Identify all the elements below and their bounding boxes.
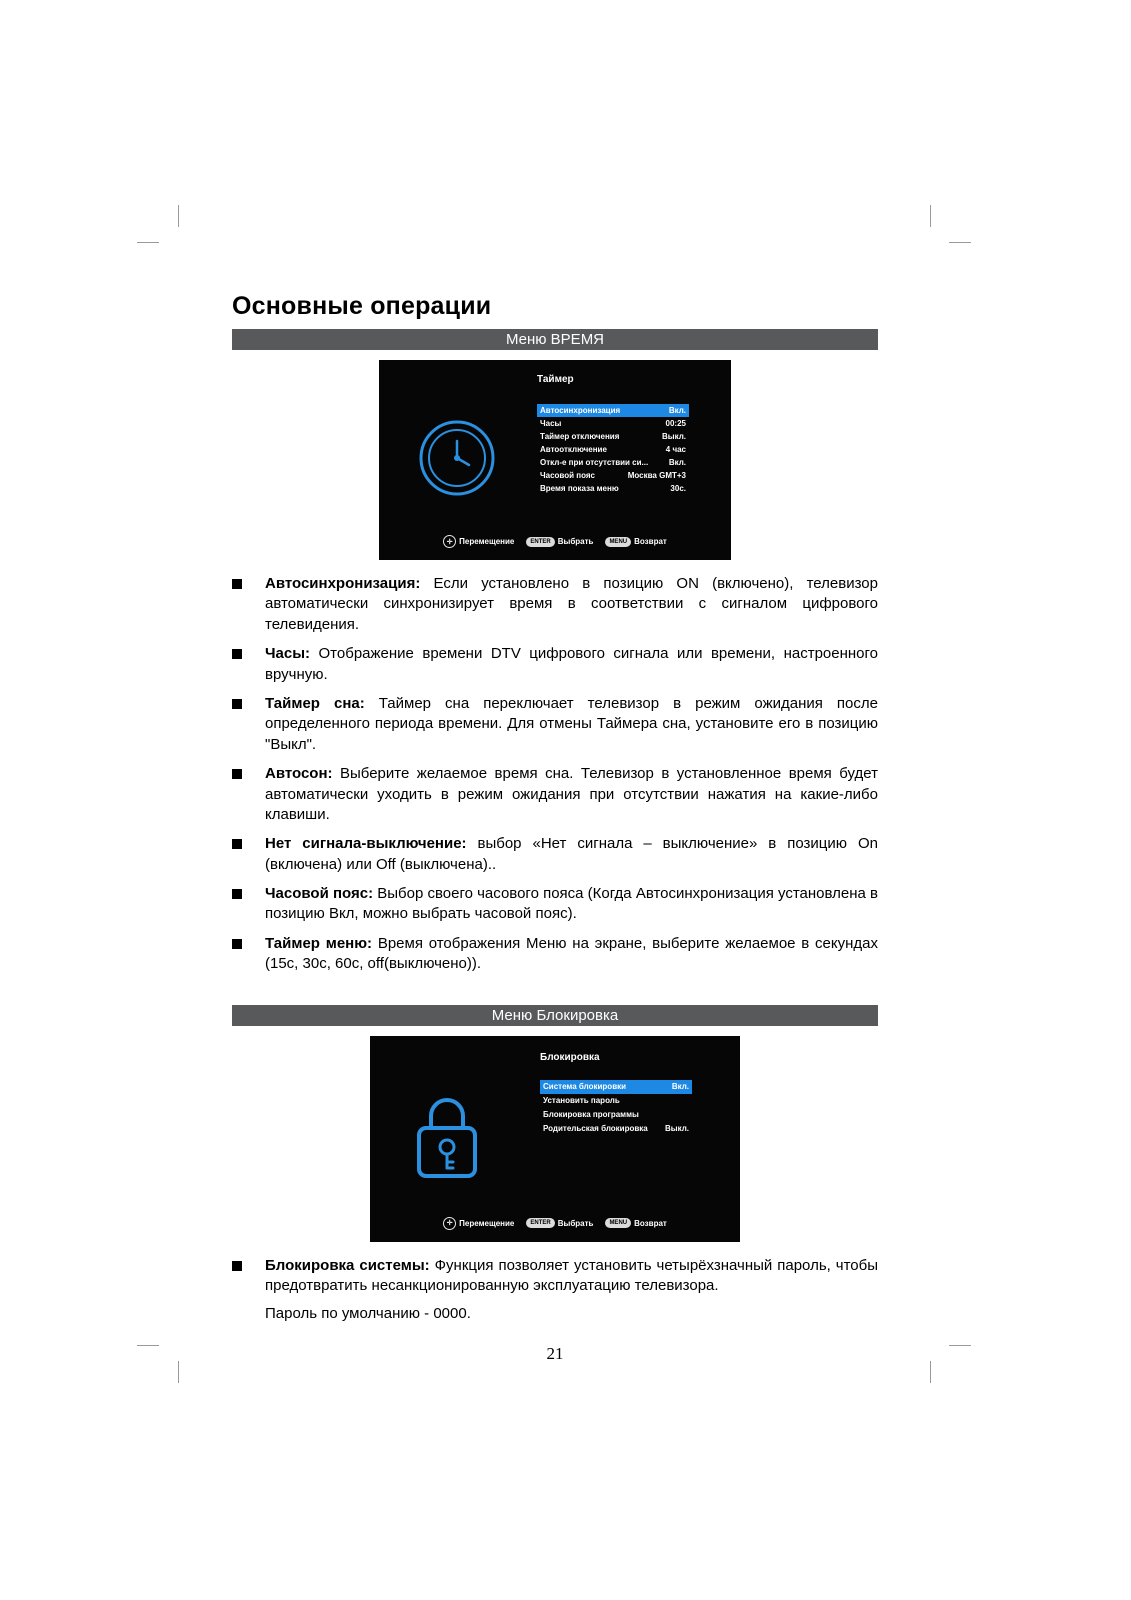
- list-item: [232, 884, 878, 925]
- bullet-term: Часы:: [265, 645, 311, 663]
- lock-bullet-list: [232, 1256, 878, 1323]
- page-number: 21: [546, 1344, 564, 1364]
- list-item: [232, 934, 878, 975]
- bullet-square-icon: [232, 939, 242, 949]
- bullet-term: Автосон:: [265, 765, 333, 783]
- list-item: [232, 764, 878, 825]
- menu-item-program-lock[interactable]: Блокировка программы: [543, 1110, 639, 1120]
- bullet-term: Нет сигнала-выключение:: [265, 835, 467, 853]
- bullet-term: Блокировка системы:: [265, 1256, 430, 1274]
- menu-item-auto-off[interactable]: Автоотключение 4 час: [540, 445, 686, 454]
- bullet-text: Выберите желаемое время сна. Телевизор в установленное время будет автоматически уходить в режим ожидания при отсутствии нажатия на какие-либо клавиши.: [265, 765, 878, 823]
- dpad-icon: ✛: [443, 535, 456, 548]
- footer-back-label: Возврат: [634, 537, 667, 546]
- footer-back: [605, 1218, 666, 1228]
- bullet-text: Если установлено в позицию ON (включено), телевизор автоматически синхронизирует время в соответствии с сигналом цифрового телевидения.: [265, 575, 878, 633]
- bullet-text: Отображение времени DTV цифрового сигнала или времени, настроенного вручную.: [265, 645, 878, 683]
- menu-item-clock[interactable]: Часы 00:25: [540, 419, 686, 428]
- menu-item-osd-duration[interactable]: Время показа меню 30с.: [540, 484, 686, 493]
- footer-back-label: Возврат: [634, 1218, 667, 1228]
- menu-key-icon: MENU: [605, 1218, 631, 1228]
- bullet-square-icon: [232, 1261, 242, 1271]
- crop-mark: [930, 205, 931, 227]
- dpad-icon: ✛: [443, 1217, 456, 1230]
- section-header-time: Меню ВРЕМЯ: [232, 329, 878, 350]
- menu-item-parental-lock[interactable]: Родительская блокировка Выкл.: [543, 1124, 689, 1134]
- crop-mark: [137, 242, 159, 243]
- bullet-square-icon: [232, 699, 242, 709]
- lock-icon: [414, 1088, 480, 1187]
- menu-key-icon: MENU: [605, 537, 631, 547]
- osd-title: Таймер: [537, 374, 574, 385]
- enter-key-icon: ENTER: [526, 537, 554, 547]
- crop-mark: [137, 1345, 159, 1346]
- bullet-square-icon: [232, 889, 242, 899]
- footer-back: [605, 537, 666, 547]
- list-item: [232, 1256, 878, 1297]
- bullet-text: Время отображения Меню на экране, выберите желаемое в секундах (15с, 30с, 60с, off(выключено)).: [265, 934, 878, 973]
- lock-osd-screen: [370, 1036, 740, 1242]
- bullet-term: Часовой пояс:: [265, 885, 374, 903]
- footer-select-label: Выбрать: [557, 1218, 594, 1228]
- menu-item-no-signal-off[interactable]: Откл-е при отсутствии си... Вкл.: [540, 458, 686, 467]
- bullet-square-icon: [232, 649, 242, 659]
- footer-select-label: Выбрать: [557, 537, 594, 546]
- bullet-square-icon: [232, 769, 242, 779]
- bullet-text: Выбор своего часового пояса (Когда Автосинхронизация установлена в позицию Вкл, можно выбрать часовой пояс).: [265, 885, 878, 923]
- clock-icon: [417, 416, 497, 505]
- section-header-lock: Меню Блокировка: [232, 1005, 878, 1026]
- bullet-text: Функция позволяет установить четырёхзначный пароль, чтобы предотвратить несанкционированную эксплуатацию телевизора.: [265, 1256, 878, 1295]
- list-item: [232, 574, 878, 635]
- time-osd-screen: [379, 360, 731, 560]
- crop-mark: [178, 1361, 179, 1383]
- enter-key-icon: ENTER: [526, 1218, 554, 1228]
- page-title: Основные операции: [232, 292, 492, 320]
- bullet-term: Таймер меню:: [265, 934, 373, 952]
- bullet-text: Таймер сна переключает телевизор в режим ожидания после определенного периода времени. Для отмены Таймера сна, установите его в позицию "Выкл".: [265, 694, 878, 753]
- osd-title: Блокировка: [540, 1051, 600, 1063]
- bullet-term: Таймер сна:: [265, 694, 365, 712]
- crop-mark: [178, 205, 179, 227]
- bullet-square-icon: [232, 839, 242, 849]
- crop-mark: [949, 1345, 971, 1346]
- bullet-term: Автосинхронизация:: [265, 575, 421, 592]
- default-password-note: Пароль по умолчанию - 0000.: [265, 1305, 471, 1323]
- menu-item-set-password[interactable]: Установить пароль: [543, 1096, 620, 1106]
- osd-footer: [379, 535, 731, 548]
- list-item: [232, 694, 878, 755]
- bullet-text: выбор «Нет сигнала – выключение» в позицию On (включена) или Off (выключена)..: [265, 835, 878, 873]
- footer-select: [526, 1218, 593, 1228]
- list-item: [232, 834, 878, 875]
- menu-item-lock-system[interactable]: Система блокировки Вкл.: [540, 1080, 692, 1094]
- page-content: [232, 292, 878, 1364]
- crop-mark: [930, 1361, 931, 1383]
- menu-item-off-timer[interactable]: Таймер отключения Выкл.: [540, 432, 686, 441]
- footer-move: [443, 535, 514, 548]
- osd-footer: [370, 1217, 740, 1230]
- time-osd-menu: [537, 404, 689, 495]
- crop-mark: [949, 242, 971, 243]
- footer-move: [443, 1217, 514, 1230]
- bullet-square-icon: [232, 579, 242, 589]
- menu-item-autosync[interactable]: Автосинхронизация Вкл.: [537, 404, 689, 417]
- list-item: [232, 644, 878, 685]
- menu-item-timezone[interactable]: Часовой пояс Москва GMT+3: [540, 471, 686, 480]
- footer-select: [526, 537, 593, 547]
- time-bullet-list: [232, 574, 878, 975]
- footer-move-label: Перемещение: [459, 537, 515, 546]
- footer-move-label: Перемещение: [459, 1218, 515, 1228]
- lock-osd-menu: [540, 1080, 692, 1136]
